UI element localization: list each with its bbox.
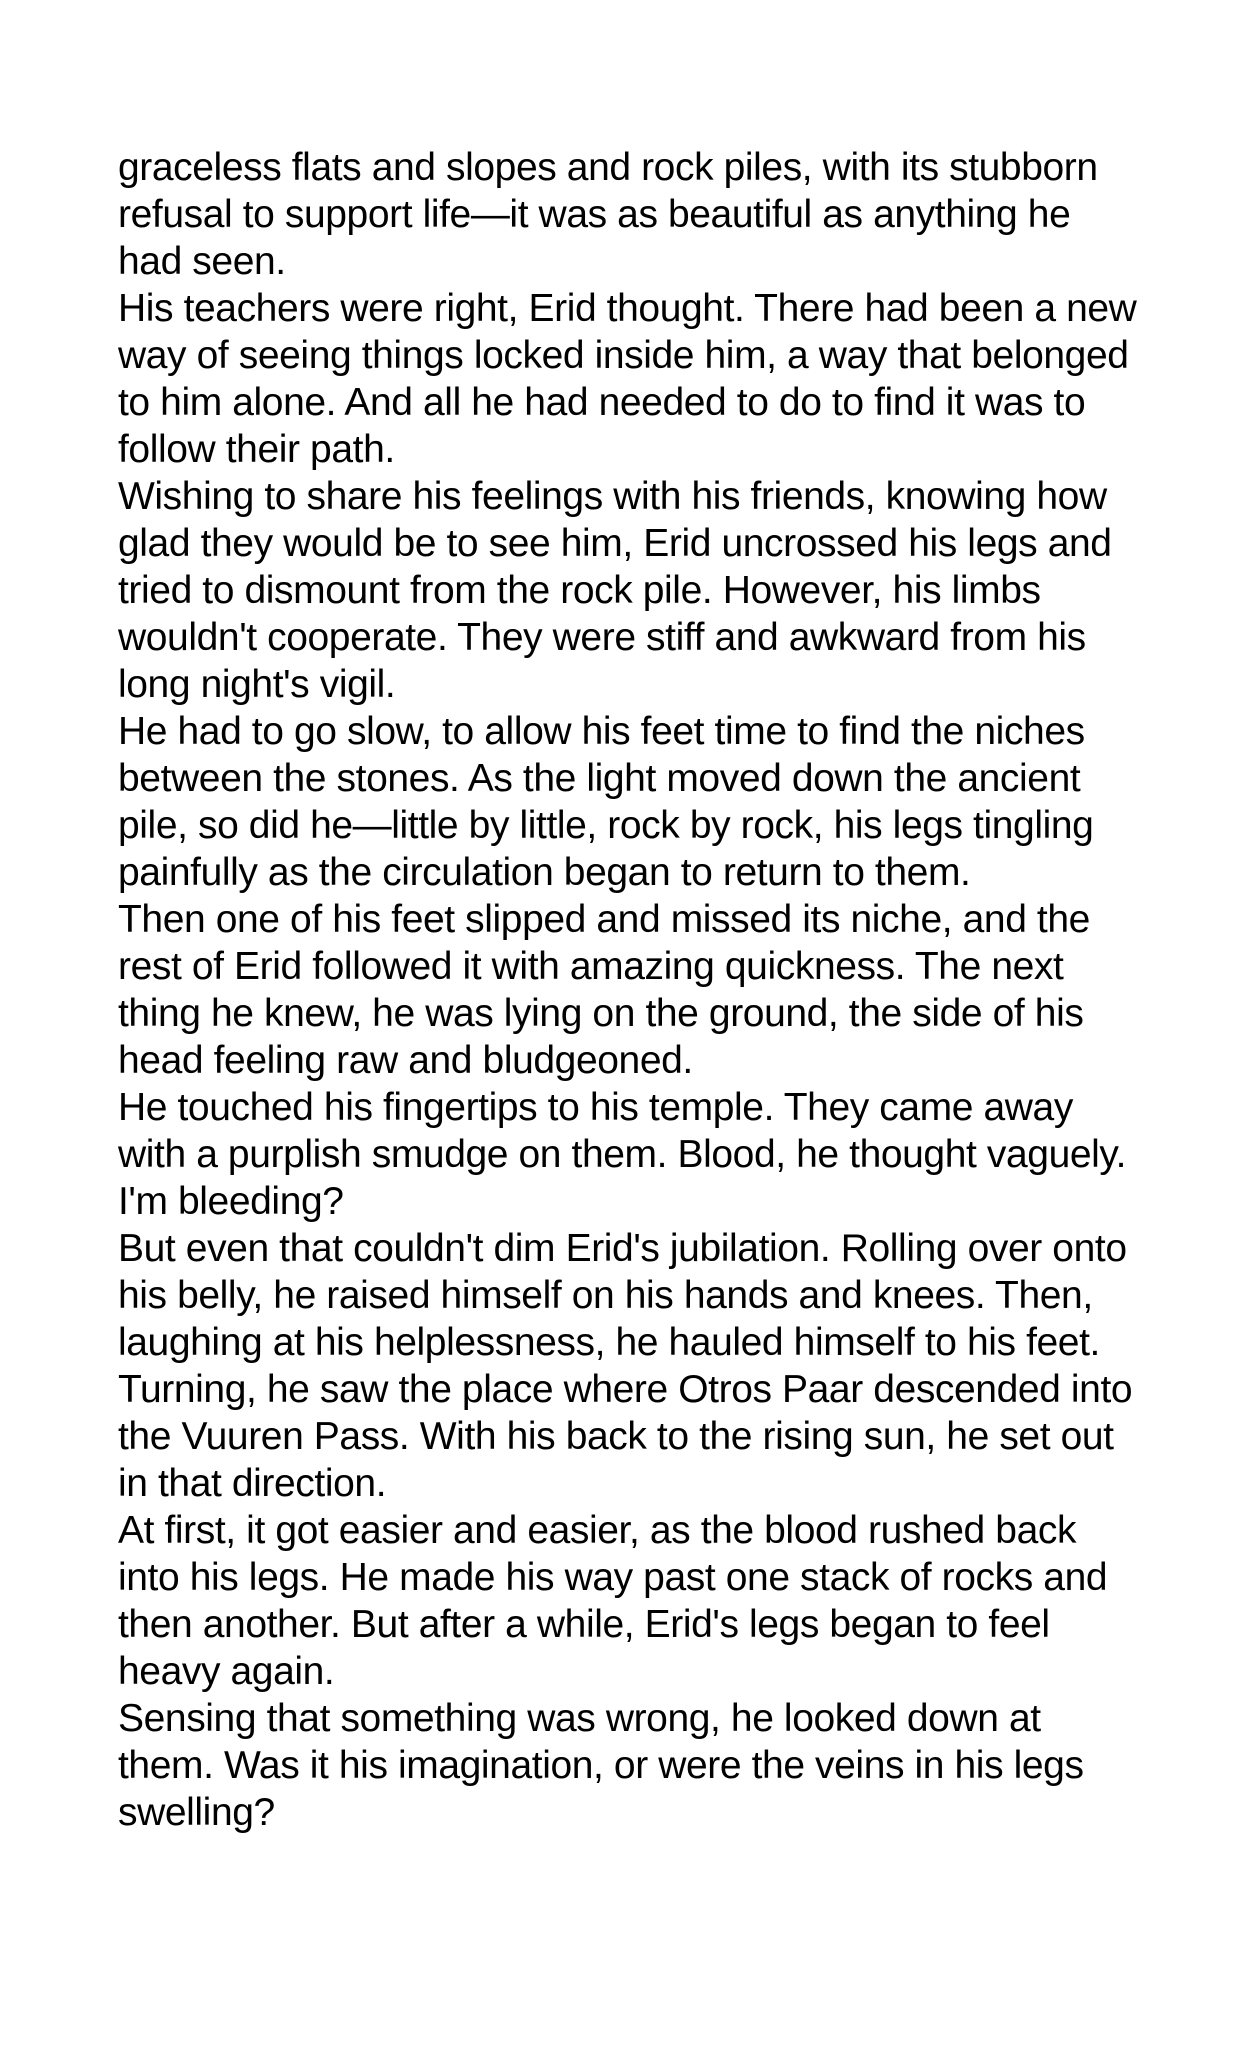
paragraph: He had to go slow, to allow his feet time to find the niches between the stones. As the light moved down the ancient pile, so did he—little by little, rock by rock, his legs tingling painfully as the circulation began to return to them. (118, 710, 1094, 894)
paragraph: Then one of his feet slipped and missed its niche, and the rest of Erid followed it with amazing quickness. The next thing he knew, he was lying on the ground, the side of his head feeling raw and bludgeoned. (118, 898, 1090, 1082)
paragraph: Sensing that something was wrong, he looked down at them. Was it his imagination, or were the veins in his legs swelling? (118, 1697, 1084, 1834)
paragraph: graceless flats and slopes and rock piles, with its stubborn refusal to support life—it was as beautiful as anything he had seen. (118, 146, 1098, 283)
paragraph: Wishing to share his feelings with his friends, knowing how glad they would be to see him, Erid uncrossed his legs and tried to dismount from the rock pile. However, his limbs wouldn't cooperate. They were stiff and awkward from his long night's vigil. (118, 475, 1112, 706)
paragraph: Turning, he saw the place where Otros Paar descended into the Vuuren Pass. With his back to the rising sun, he set out in that direction. (118, 1368, 1133, 1505)
paragraph: At first, it got easier and easier, as the blood rushed back into his legs. He made his way past one stack of rocks and then another. But after a while, Erid's legs began to feel heavy again. (118, 1509, 1108, 1693)
page-text-body (118, 144, 1138, 1836)
paragraph: He touched his fingertips to his temple. They came away with a purplish smudge on them. Blood, he thought vaguely. I'm bleeding? (118, 1086, 1127, 1223)
paragraph: His teachers were right, Erid thought. There had been a new way of seeing things locked inside him, a way that belonged to him alone. And all he had needed to do to find it was to follow their path. (118, 287, 1137, 471)
paragraph: But even that couldn't dim Erid's jubilation. Rolling over onto his belly, he raised himself on his hands and knees. Then, laughing at his helplessness, he hauled himself to his feet. (118, 1227, 1127, 1364)
